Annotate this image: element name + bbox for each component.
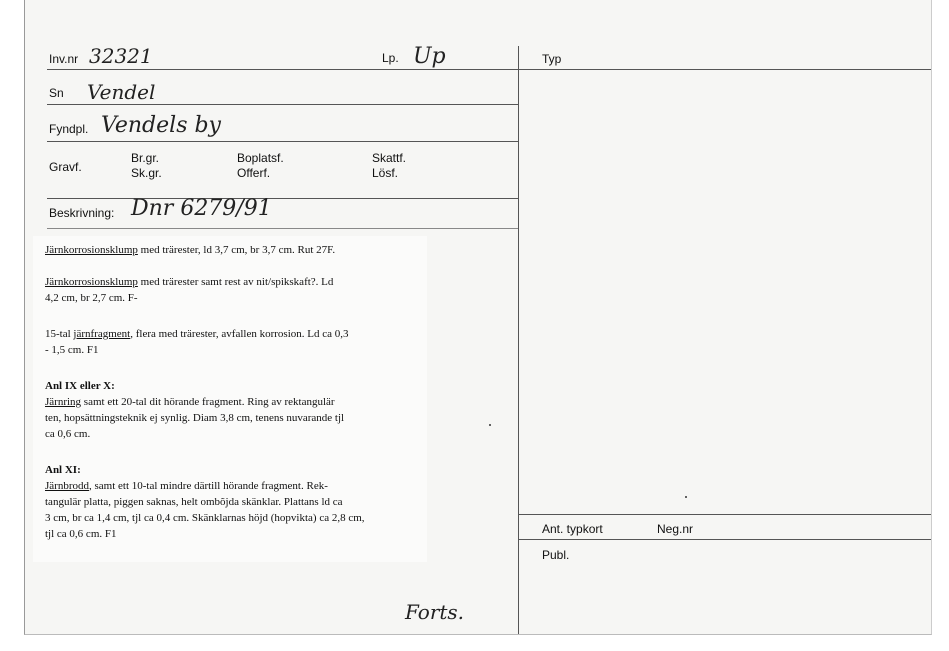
item-text: 15-tal [45, 328, 74, 340]
lp-label: Lp. [382, 51, 399, 65]
fyndpl-line [47, 141, 519, 142]
description-line: - 1,5 cm. F1 [45, 344, 99, 356]
description-line [45, 478, 328, 494]
description-line: 4,2 cm, br 2,7 cm. F- [45, 292, 138, 304]
item-term: Järnkorrosionsklump [45, 276, 138, 288]
typ-line [519, 69, 931, 70]
lp-value: Up [413, 44, 446, 69]
invnr-line [47, 69, 519, 70]
skgr-label: Sk.gr. [131, 166, 162, 180]
ant-typkort-top-line [519, 514, 931, 515]
stray-mark [489, 424, 491, 426]
boplatsf-label: Boplatsf. [237, 151, 284, 165]
item-text: , samt ett 10-tal mindre därtill hörande fragment. Rek- [89, 480, 328, 492]
sn-value: Vendel [87, 80, 156, 104]
losf-label: Lösf. [372, 166, 399, 180]
beskrivning-line [47, 228, 519, 229]
publ-label: Publ. [542, 548, 570, 562]
description-line: tangulär platta, piggen saknas, helt ombõjda skänklar. Plattans ld ca [45, 496, 343, 508]
ant-typkort-label: Ant. typkort [542, 522, 603, 536]
gravf-line [47, 198, 519, 199]
item-text: samt ett 20-tal dit hörande fragment. Ring av rektangulär [81, 396, 335, 408]
beskrivning-value: Dnr 6279/91 [131, 196, 272, 221]
stray-mark [685, 496, 687, 498]
invnr-value: 32321 [89, 44, 153, 68]
column-divider [518, 46, 519, 634]
beskrivning-label: Beskrivning: [49, 206, 115, 220]
description-line: tjl ca 0,6 cm. F1 [45, 528, 117, 540]
skattf-label: Skattf. [372, 151, 407, 165]
offerf-label: Offerf. [237, 166, 271, 180]
description-line: 3 cm, br ca 1,4 cm, tjl ca 0,4 cm. Skänklarnas höjd (hopvikta) ca 2,8 cm, [45, 512, 365, 524]
item-text: , flera med trärester, avfallen korrosion. Ld ca 0,3 [130, 328, 349, 340]
description-line [45, 242, 335, 258]
item-term: Järnbrodd [45, 480, 89, 492]
gravf-label: Gravf. [49, 160, 82, 174]
fyndpl-label: Fyndpl. [49, 122, 89, 136]
typ-label: Typ [542, 52, 562, 66]
description-line [45, 326, 348, 342]
item-text: med trärester samt rest av nit/spikskaft?. Ld [137, 276, 334, 288]
description-line: ca 0,6 cm. [45, 428, 91, 440]
sn-line [47, 104, 519, 105]
negnr-label: Neg.nr [657, 522, 694, 536]
section-heading: Anl XI: [45, 464, 81, 476]
description-line [45, 394, 335, 410]
sn-label: Sn [49, 86, 64, 100]
item-term: Järnkorrosionsklump [45, 244, 138, 256]
invnr-label: Inv.nr [49, 52, 79, 66]
typed-description-slip [33, 236, 427, 562]
description-line: ten, hopsättningsteknik ej synlig. Diam 3,8 cm, tenens nuvarande tjl [45, 412, 345, 424]
item-text: med trärester, ld 3,7 cm, br 3,7 cm. Rut 27F. [137, 244, 336, 256]
fyndpl-value: Vendels by [101, 113, 221, 138]
description-line [45, 274, 333, 290]
forts-note: Forts. [405, 600, 465, 624]
item-term: Järnring [45, 396, 82, 408]
ant-typkort-bottom-line [519, 539, 931, 540]
section-heading: Anl IX eller X: [45, 380, 115, 392]
item-term: järnfragment [73, 328, 131, 340]
brgr-label: Br.gr. [131, 151, 160, 165]
